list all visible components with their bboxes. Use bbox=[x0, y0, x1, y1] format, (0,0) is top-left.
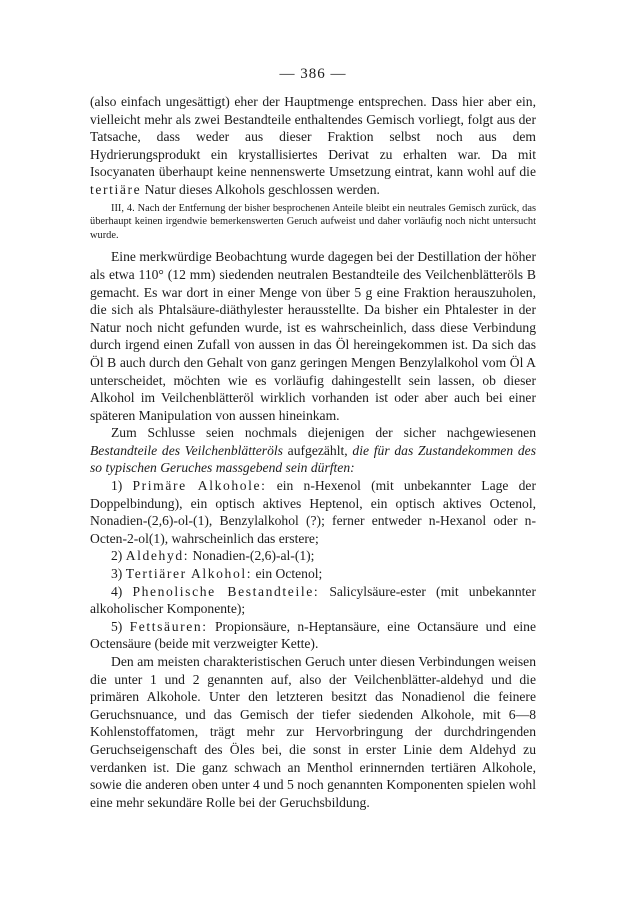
paragraph-3-italic-2: die für das Zustandekommen des so typischen Geruches massgebend sein dürften: bbox=[90, 442, 536, 476]
list-item bbox=[90, 583, 536, 618]
list-item-number: 4) bbox=[111, 583, 123, 599]
paragraph-3-start: Zum Schlusse seien nochmals diejenigen der sicher nachgewiesenen bbox=[111, 425, 536, 441]
list-item-number: 2) bbox=[111, 548, 123, 564]
paragraph-3 bbox=[90, 424, 536, 477]
list-item-text: Nonadien-(2,6)-al-(1); bbox=[192, 548, 315, 564]
list-item-text: Salicylsäure-ester (mit unbekannter alkoholischer Komponente); bbox=[90, 583, 536, 617]
list-item bbox=[90, 565, 536, 583]
list-item-label: Primäre Alkohole: bbox=[132, 478, 267, 494]
component-list bbox=[90, 477, 536, 653]
paragraph-3-mid: aufgezählt, bbox=[287, 442, 348, 458]
list-item-label: Phenolische Bestandteile: bbox=[132, 583, 320, 599]
list-item-text: ein n-Hexenol (mit unbekannter Lage der Doppelbindung), ein optisch aktives Heptenol, ein optisch aktives Octenol, Nonadien-(2,6)-ol-(1), Benzylalkohol (?); ferner entweder n-Hexanol oder n-Octen-2-ol(1), wahrscheinlich das erstere; bbox=[90, 478, 536, 546]
paragraph-2: Eine merkwürdige Beobachtung wurde dagegen bei der Destillation der höher als etwa 110° (12 mm) siedenden neutralen Bestandteile des Veilchenblätteröls B gemacht. Es war dort in einer Menge von über 5 g eine Fraktion herauszuholen, die sich als Phtalsäure-diäthylester herausstellte. Da bisher ein Phtalester in der Natur noch nicht gefunden wurde, ist es wahrscheinlich, dass diese Verbindung durch irgend einen Zufall von aussen in das Öl hereingekommen ist. Da sich das Öl B auch durch den Gehalt von ganz geringen Mengen Benzylalkohol vom Öl A unterscheidet, möchten wie es vorläufig dahingestellt sein lassen, ob dieser Alkohol im Veilchenblätteröl wirklich vorhanden ist oder aber auch bei einer späteren Manipulation von aussen hineinkam. bbox=[90, 249, 536, 423]
footnote-section-note: III, 4. Nach der Entfernung der bisher besprochenen Anteile bleibt ein neutrales Gemisch zurück, das überhaupt keinen irgendwie bemerkenswerten Geruch aufweist und daher vorläufig noch nicht untersucht wurde. bbox=[90, 202, 536, 241]
paragraph-4: Den am meisten charakteristischen Geruch unter diesen Verbindungen weisen die unter 1 und 2 genannten auf, also der Veilchenblätter-aldehyd und die primären Alkohole. Unter den letzteren besitzt das Nonadienol die feinere Geruchsnuance, und das Gemisch der tiefer siedenden Alkohole, mit 6—8 Kohlenstoffatomen, trägt mehr zur Hervorbringung der durchdringenden Geruchseigenschaft des Öles bei, die sonst in erster Linie dem Aldehyd zu verdanken ist. Die ganz schwach an Menthol erinnernden tertiären Alkohole, sowie die anderen oben unter 4 und 5 noch genannten Komponenten spielen wohl eine mehr sekundäre Rolle bei der Geruchsbildung. bbox=[90, 654, 536, 810]
list-item-label: Tertiärer Alkohol: bbox=[125, 566, 253, 582]
list-item-label: Fettsäuren: bbox=[129, 618, 208, 634]
list-item-number: 5) bbox=[111, 618, 123, 634]
list-item-label: Aldehyd: bbox=[125, 548, 190, 564]
list-item-number: 1) bbox=[111, 478, 123, 494]
paragraph-3-italic-1: Bestandteile des Veilchenblätteröls bbox=[90, 442, 283, 458]
list-item bbox=[90, 477, 536, 547]
list-item-text: Propionsäure, n-Heptansäure, eine Octansäure und eine Octensäure (beide mit verzweigter Kette). bbox=[90, 618, 536, 652]
paragraph-1-text: (also einfach ungesättigt) eher der Hauptmenge entsprechen. Dass hier aber ein, vielleicht mehr als zwei Bestandteile enthaltendes Gemisch vorliegt, folgt aus der Tatsache, dass weder aus dieser Fraktion selbst noch aus dem Hydrierungsprodukt ein krystallisiertes Derivat zu erhalten war. Da mit Isocyanaten überhaupt keine nennenswerte Umsetzung eintrat, kann wohl auf die bbox=[90, 94, 536, 180]
spaced-term: tertiäre bbox=[90, 181, 142, 197]
page-number: — 386 — bbox=[279, 66, 347, 82]
list-item-text: ein Octenol; bbox=[255, 566, 323, 582]
list-item-number: 3) bbox=[111, 566, 123, 582]
page-body bbox=[90, 66, 536, 811]
list-item bbox=[90, 547, 536, 565]
paragraph-1-end: Natur dieses Alkohols geschlossen werden. bbox=[144, 181, 380, 197]
list-item bbox=[90, 618, 536, 653]
paragraph-1 bbox=[90, 93, 536, 199]
